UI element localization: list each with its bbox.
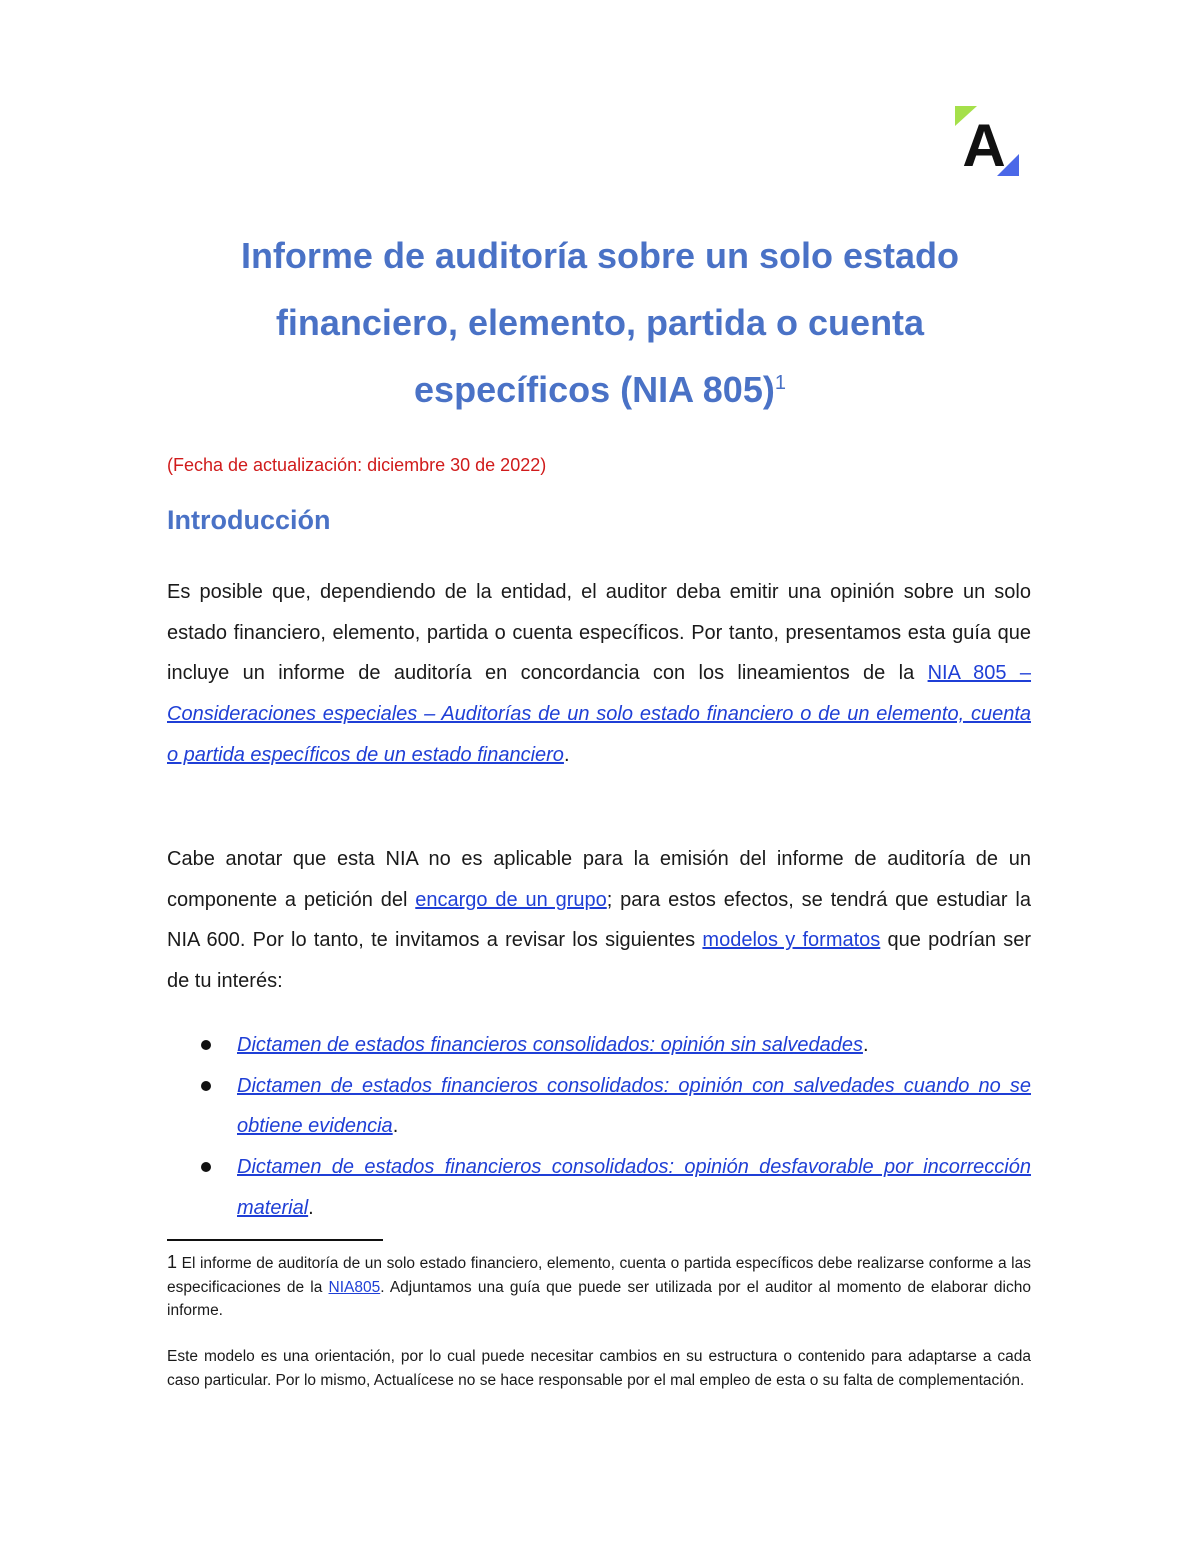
bullet-icon — [201, 1081, 211, 1091]
bullet-icon — [201, 1040, 211, 1050]
list-item — [167, 1147, 1031, 1228]
brand-logo — [952, 104, 1022, 178]
bullet-icon — [201, 1162, 211, 1172]
title-line-2: financiero, elemento, partida o cuenta — [275, 302, 925, 343]
title-line-1: Informe de auditoría sobre un solo estado — [240, 235, 960, 276]
bullet-link-1[interactable]: Dictamen de estados financieros consolidados: opinión sin salvedades — [237, 1034, 863, 1056]
related-models-list — [167, 1025, 1031, 1229]
intro-paragraph-1 — [167, 572, 1031, 776]
p1-text-after: . — [563, 743, 570, 766]
footnote-text-after: . Adjuntamos una guía que puede ser utilizada por el auditor al momento de elaborar dicho informe. — [167, 1278, 1031, 1319]
bullet-link-3[interactable]: Dictamen de estados financieros consolidados: opinión desfavorable por incorrección material — [237, 1156, 1031, 1219]
modelos-formatos-link[interactable]: modelos y formatos — [702, 929, 881, 952]
nia-805-link-italic: Consideraciones especiales – Auditorías de un solo estado financiero o de un elemento, cuenta o partida específicos de un estado financiero — [167, 703, 1031, 766]
footnote-separator — [167, 1239, 383, 1241]
title-footnote-ref[interactable]: 1 — [774, 372, 786, 394]
footnote-nia805-link[interactable]: NIA805 — [328, 1278, 381, 1296]
list-item — [167, 1066, 1031, 1147]
logo-letter: A — [962, 112, 1006, 178]
p2-text-mid: ; para estos efectos, se tendrá que estudiar la NIA 600. Por lo tanto, te invitamos a revisar los siguientes — [167, 888, 1031, 952]
footnote-1 — [167, 1251, 1031, 1323]
bullet-suffix-1: . — [862, 1034, 869, 1056]
bullet-link-2[interactable]: Dictamen de estados financieros consolidados: opinión con salvedades cuando no se obtiene evidencia — [237, 1074, 1031, 1138]
disclaimer: Este modelo es una orientación, por lo cual puede necesitar cambios en su estructura o contenido para adaptarse a cada caso particular. Por lo mismo, Actualícese no se hace responsable por el mal empleo de esta o su falta de complementación. — [167, 1348, 1031, 1389]
footnote-number: 1 — [167, 1252, 178, 1272]
encargo-grupo-link[interactable]: encargo de un grupo — [415, 888, 607, 911]
title-line-3 — [120, 356, 1080, 423]
actualicese-logo-icon — [952, 104, 1022, 178]
document-title — [120, 222, 1080, 423]
bullet-suffix-3: . — [308, 1196, 314, 1219]
bullet-suffix-2: . — [392, 1115, 399, 1138]
title-line-3-text: específicos (NIA 805) — [414, 369, 775, 410]
section-heading-introduccion: Introducción — [167, 505, 331, 535]
update-date: (Fecha de actualización: diciembre 30 de 2022) — [167, 455, 547, 475]
footnote-text-before: El informe de auditoría de un solo estado financiero, elemento, cuenta o partida específicos debe realizarse conforme a las especificaciones de la — [167, 1255, 1031, 1296]
nia-805-link-plain: NIA 805 – — [927, 662, 1032, 685]
p1-text-before: Es posible que, dependiendo de la entidad, el auditor deba emitir una opinión sobre un solo estado financiero, elemento, partida o cuenta específicos. Por tanto, presentamos esta guía que incluye un informe de auditoría en concordancia con los lineamientos de la — [167, 581, 1031, 685]
p2-text-after: que podrían ser de tu interés: — [167, 929, 1031, 993]
p2-text-before: Cabe anotar que esta NIA no es aplicable para la emisión del informe de auditoría de un componente a petición del — [167, 848, 1031, 911]
list-item — [167, 1025, 1031, 1066]
intro-paragraph-2 — [167, 839, 1031, 1002]
